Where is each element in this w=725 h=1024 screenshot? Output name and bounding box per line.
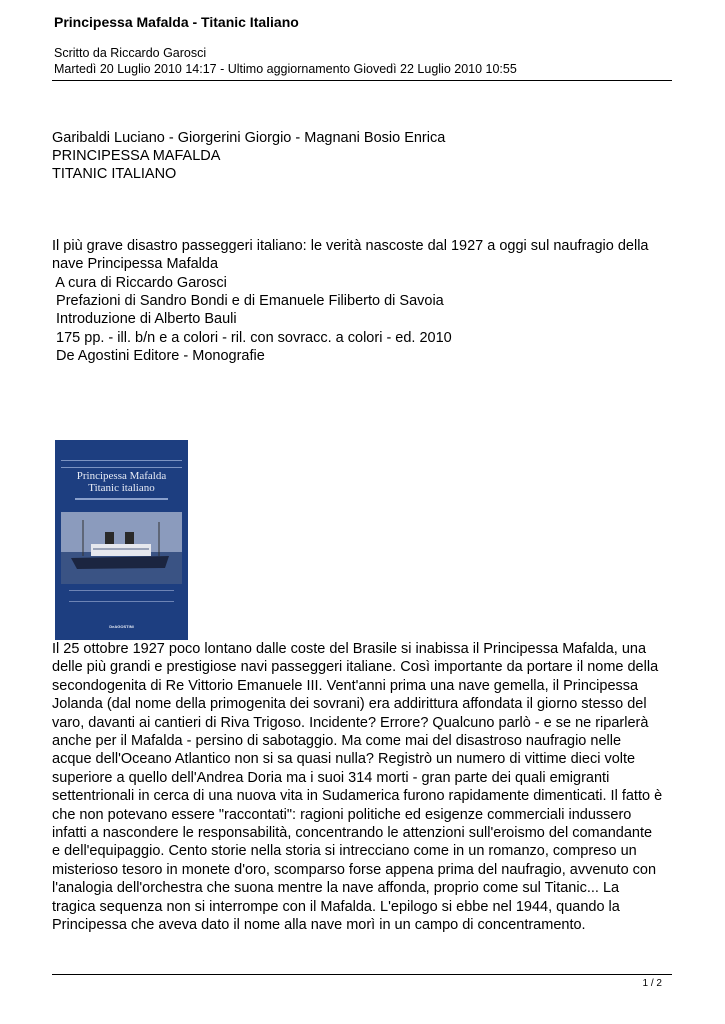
details-line2: nave Principessa Mafalda	[52, 256, 219, 272]
article-body	[52, 640, 684, 935]
ship-illustration	[61, 512, 182, 584]
details-curator: A cura di Riccardo Garosci	[52, 275, 227, 291]
article-line: settentrionali in cerca di una nuova vita in Sudamerica furono rapidamente dimenticati. Il fatto è	[52, 788, 663, 805]
article-line: tragica sequenza non si interrompe con il Mafalda. L'epilogo si ebbe nel 1944, quando la	[52, 898, 620, 915]
article-line: Il 25 ottobre 1927 poco lontano dalle coste del Brasile si inabissa il Principessa Mafalda, una	[52, 641, 647, 657]
article-line: secondogenita di Re Vittorio Emanuele III. Vent'anni prima una nave gemella, il Principessa	[52, 677, 639, 694]
article-line: varo, davanti ai cantieri di Riva Trigoso. Incidente? Errore? Qualcuno parlò - e se ne riparlerà	[52, 714, 649, 731]
book-authors: Garibaldi Luciano - Giorgerini Giorgio - Magnani Bosio Enrica	[52, 130, 446, 146]
article-line: misterioso tesoro in monete d'oro, scomparso forse appena prima del naufragio, avvenuto con	[52, 861, 657, 878]
article-line: superiore a quello dell'Andrea Doria ma i suoi 314 morti - gran parte dei quali emigranti	[52, 769, 610, 786]
article-line: infatti a nascondere le responsabilità, concentrando le attenzioni sull'eroismo del comandante	[52, 825, 653, 842]
footer-divider	[52, 974, 672, 975]
article-line: delle più grandi e prestigiose navi passeggeri italiane. Così importante da portare il nome della	[52, 659, 659, 676]
header-divider	[52, 80, 672, 81]
details-specs: 175 pp. - ill. b/n e a colori - ril. con sovracc. a colori - ed. 2010	[52, 330, 452, 346]
author-line: Scritto da Riccardo Garosci	[54, 46, 207, 60]
article-line: Jolanda (dal nome della primogenita dei sovrani) era addirittura affondata il giorno stesso del	[52, 696, 647, 713]
cover-publisher: DeAGOSTINI	[109, 624, 134, 629]
details-introduction: Introduzione di Alberto Bauli	[52, 311, 237, 327]
book-cover-image	[55, 440, 188, 640]
article-line: Principessa che aveva dato il nome alla nave morì in un campo di concentramento.	[52, 917, 586, 934]
cover-subtitle: Titanic italiano	[88, 482, 155, 494]
book-title-line1: PRINCIPESSA MAFALDA	[52, 148, 221, 164]
article-line: e dell'equipaggio. Cento storie nella storia si intrecciano come in un romanzo, compreso un	[52, 843, 637, 860]
date-line: Martedì 20 Luglio 2010 14:17 - Ultimo aggiornamento Giovedì 22 Luglio 2010 10:55	[54, 62, 517, 76]
details-line1: Il più grave disastro passeggeri italiano: le verità nascoste dal 1927 a oggi sul naufragio della	[52, 238, 649, 254]
details-prefaces: Prefazioni di Sandro Bondi e di Emanuele Filiberto di Savoia	[52, 293, 444, 309]
page-number: 1 / 2	[642, 978, 662, 989]
article-line: l'analogia dell'orchestra che suona mentre la nave affonda, proprio come sul Titanic... La	[52, 880, 620, 897]
article-line: anche per il Mafalda - persino di sabotaggio. Ma come mai del disastroso naufragio nelle	[52, 733, 622, 750]
book-title-line2: TITANIC ITALIANO	[52, 166, 177, 182]
page-title: Principessa Mafalda - Titanic Italiano	[54, 14, 299, 30]
article-line: che non potevano essere "raccontati": ragioni politiche ed esigenze commerciali indussero	[52, 806, 632, 823]
details-publisher: De Agostini Editore - Monografie	[52, 348, 265, 364]
article-line: acque dell'Oceano Atlantico non si sa quasi nulla? Registrò un numero di vittime dieci volte	[52, 751, 636, 768]
cover-title: Principessa Mafalda	[76, 470, 167, 482]
